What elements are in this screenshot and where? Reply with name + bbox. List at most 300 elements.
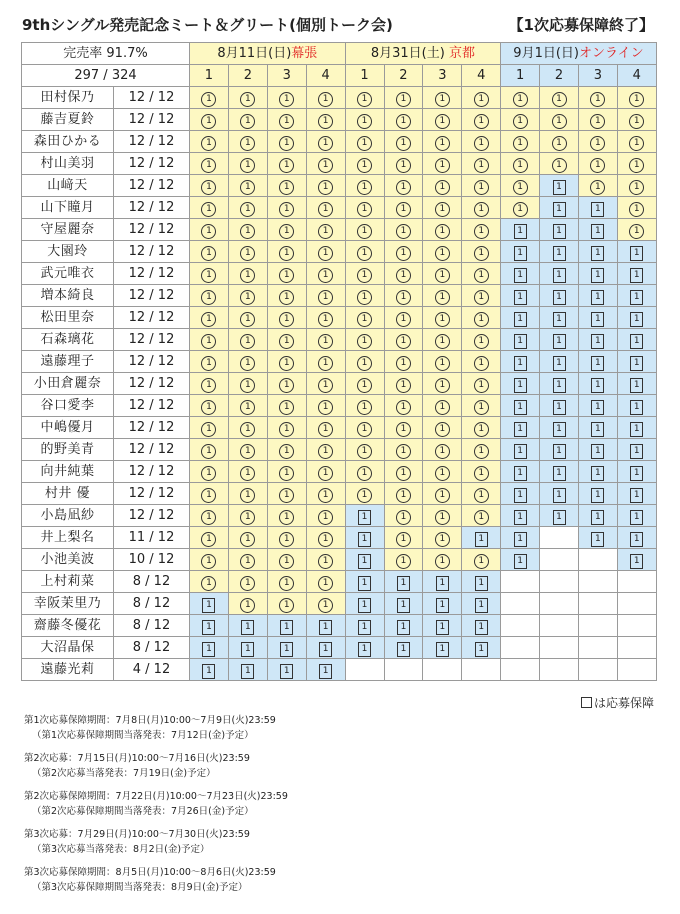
slot-cell <box>345 131 384 153</box>
note-block <box>24 713 288 743</box>
slot-cell <box>190 175 229 197</box>
slot-cell <box>267 659 306 681</box>
slot-cell <box>384 351 423 373</box>
circled-one-icon: 1 <box>318 598 333 613</box>
member-score: 12 / 12 <box>114 219 190 241</box>
slot-cell <box>617 175 656 197</box>
slot-cell <box>423 439 462 461</box>
boxed-one-icon: 1 <box>553 466 566 481</box>
circled-one-icon: 1 <box>474 312 489 327</box>
boxed-one-icon: 1 <box>475 620 488 635</box>
member-name: 遠藤理子 <box>22 351 114 373</box>
circled-one-icon: 1 <box>318 532 333 547</box>
slot-cell <box>501 593 540 615</box>
slot-cell <box>228 351 267 373</box>
slot-cell <box>540 219 579 241</box>
boxed-one-icon: 1 <box>514 488 527 503</box>
table-row <box>22 439 657 461</box>
slot-cell <box>190 637 229 659</box>
circled-one-icon: 1 <box>357 246 372 261</box>
slot-cell <box>384 527 423 549</box>
circled-one-icon: 1 <box>590 136 605 151</box>
slot-cell <box>228 87 267 109</box>
slot-cell <box>423 153 462 175</box>
slot-cell <box>384 593 423 615</box>
circled-one-icon: 1 <box>279 510 294 525</box>
slot-cell <box>501 549 540 571</box>
circled-one-icon: 1 <box>435 422 450 437</box>
circled-one-icon: 1 <box>357 356 372 371</box>
slot-cell <box>267 615 306 637</box>
slot-cell <box>267 109 306 131</box>
slot-cell <box>345 483 384 505</box>
slot-cell <box>190 307 229 329</box>
boxed-one-icon: 1 <box>553 510 566 525</box>
slot-cell <box>501 483 540 505</box>
slot-cell <box>384 395 423 417</box>
table-row <box>22 131 657 153</box>
table-row <box>22 527 657 549</box>
member-name: 幸阪茉里乃 <box>22 593 114 615</box>
member-score: 12 / 12 <box>114 351 190 373</box>
circled-one-icon: 1 <box>513 114 528 129</box>
slot-cell <box>540 373 579 395</box>
sold-total: 297 / 324 <box>22 65 190 87</box>
boxed-one-icon: 1 <box>591 202 604 217</box>
slot-cell <box>578 175 617 197</box>
slot-cell <box>462 351 501 373</box>
slot-cell <box>190 571 229 593</box>
note-period: 第3次応募保障期間：8月5日(月)10:00〜8月6日(火)23:59 <box>24 867 276 878</box>
slot-cell <box>267 439 306 461</box>
circled-one-icon: 1 <box>590 158 605 173</box>
boxed-one-icon: 1 <box>358 576 371 591</box>
note-period: 第1次応募保障期間：7月8日(月)10:00〜7月9日(火)23:59 <box>24 715 276 726</box>
member-name: 森田ひかる <box>22 131 114 153</box>
circled-one-icon: 1 <box>240 400 255 415</box>
member-name: 小田倉麗奈 <box>22 373 114 395</box>
circled-one-icon: 1 <box>435 224 450 239</box>
slot-cell <box>423 131 462 153</box>
note-block <box>24 865 288 895</box>
circled-one-icon: 1 <box>240 554 255 569</box>
boxed-one-icon: 1 <box>358 510 371 525</box>
circled-one-icon: 1 <box>240 422 255 437</box>
circled-one-icon: 1 <box>279 334 294 349</box>
circled-one-icon: 1 <box>435 136 450 151</box>
circled-one-icon: 1 <box>201 576 216 591</box>
slot-cell <box>306 417 345 439</box>
circled-one-icon: 1 <box>396 510 411 525</box>
slot-cell <box>384 197 423 219</box>
slot-cell <box>345 461 384 483</box>
circled-one-icon: 1 <box>552 114 567 129</box>
slot-cell <box>423 417 462 439</box>
slot-cell <box>345 417 384 439</box>
slot-cell <box>306 197 345 219</box>
member-score: 12 / 12 <box>114 483 190 505</box>
member-name: 藤吉夏鈴 <box>22 109 114 131</box>
slot-cell <box>617 505 656 527</box>
circled-one-icon: 1 <box>357 158 372 173</box>
boxed-one-icon: 1 <box>475 642 488 657</box>
circled-one-icon: 1 <box>201 378 216 393</box>
circled-one-icon: 1 <box>474 466 489 481</box>
slot-cell <box>462 549 501 571</box>
slot-cell <box>228 175 267 197</box>
circled-one-icon: 1 <box>396 488 411 503</box>
table-row <box>22 659 657 681</box>
note-announcement: （第3次応募当落発表：8月2日(金)予定） <box>32 844 210 855</box>
slot-cell <box>384 285 423 307</box>
slot-cell <box>228 263 267 285</box>
boxed-one-icon: 1 <box>280 642 293 657</box>
circled-one-icon: 1 <box>435 378 450 393</box>
slot-cell <box>423 219 462 241</box>
member-score: 12 / 12 <box>114 285 190 307</box>
circled-one-icon: 1 <box>318 312 333 327</box>
circled-one-icon: 1 <box>629 92 644 107</box>
slot-cell <box>190 219 229 241</box>
circled-one-icon: 1 <box>240 202 255 217</box>
slot-cell <box>462 483 501 505</box>
slot-cell <box>617 659 656 681</box>
circled-one-icon: 1 <box>279 422 294 437</box>
slot-cell <box>423 285 462 307</box>
boxed-one-icon: 1 <box>630 334 643 349</box>
slot-cell <box>578 549 617 571</box>
table-row <box>22 263 657 285</box>
slot-cell <box>501 263 540 285</box>
legend-text: は応募保障 <box>593 696 654 710</box>
slot-cell <box>578 373 617 395</box>
boxed-one-icon: 1 <box>591 400 604 415</box>
circled-one-icon: 1 <box>357 488 372 503</box>
circled-one-icon: 1 <box>201 312 216 327</box>
slot-cell <box>345 615 384 637</box>
circled-one-icon: 1 <box>201 532 216 547</box>
slot-cell <box>267 329 306 351</box>
circled-one-icon: 1 <box>357 290 372 305</box>
circled-one-icon: 1 <box>629 202 644 217</box>
slot-cell <box>578 461 617 483</box>
boxed-one-icon: 1 <box>630 378 643 393</box>
boxed-one-icon: 1 <box>630 312 643 327</box>
boxed-one-icon: 1 <box>514 554 527 569</box>
slot-cell <box>306 131 345 153</box>
circled-one-icon: 1 <box>279 488 294 503</box>
circled-one-icon: 1 <box>435 356 450 371</box>
slot-cell <box>501 153 540 175</box>
circled-one-icon: 1 <box>318 510 333 525</box>
circled-one-icon: 1 <box>240 532 255 547</box>
slot-cell <box>462 87 501 109</box>
slot-cell <box>501 219 540 241</box>
slot-cell <box>345 197 384 219</box>
member-score: 12 / 12 <box>114 109 190 131</box>
boxed-one-icon: 1 <box>553 400 566 415</box>
slot-cell <box>501 637 540 659</box>
slot-cell <box>190 549 229 571</box>
slot-cell <box>578 527 617 549</box>
slot-cell <box>501 373 540 395</box>
slot-cell <box>384 659 423 681</box>
member-score: 12 / 12 <box>114 307 190 329</box>
slot-cell <box>540 351 579 373</box>
boxed-one-icon: 1 <box>630 246 643 261</box>
circled-one-icon: 1 <box>396 92 411 107</box>
slot-cell <box>190 153 229 175</box>
slot-cell <box>345 87 384 109</box>
circled-one-icon: 1 <box>474 444 489 459</box>
slot-cell <box>462 439 501 461</box>
slot-cell <box>578 417 617 439</box>
slot-cell <box>306 351 345 373</box>
slot-cell <box>423 527 462 549</box>
boxed-one-icon: 1 <box>241 664 254 679</box>
circled-one-icon: 1 <box>240 466 255 481</box>
circled-one-icon: 1 <box>435 180 450 195</box>
circled-one-icon: 1 <box>396 422 411 437</box>
circled-one-icon: 1 <box>240 136 255 151</box>
table-row <box>22 461 657 483</box>
boxed-one-icon: 1 <box>591 422 604 437</box>
slot-cell <box>306 263 345 285</box>
boxed-one-icon: 1 <box>591 488 604 503</box>
circled-one-icon: 1 <box>357 92 372 107</box>
slot-cell <box>267 351 306 373</box>
boxed-one-icon: 1 <box>280 664 293 679</box>
boxed-one-icon: 1 <box>358 554 371 569</box>
boxed-one-icon: 1 <box>630 444 643 459</box>
slot-cell <box>384 461 423 483</box>
slot-cell <box>578 87 617 109</box>
circled-one-icon: 1 <box>435 400 450 415</box>
circled-one-icon: 1 <box>357 136 372 151</box>
boxed-one-icon: 1 <box>202 620 215 635</box>
slot-cell <box>228 241 267 263</box>
slot-cell <box>345 263 384 285</box>
circled-one-icon: 1 <box>435 554 450 569</box>
circled-one-icon: 1 <box>279 246 294 261</box>
slot-cell <box>423 351 462 373</box>
circled-one-icon: 1 <box>435 488 450 503</box>
circled-one-icon: 1 <box>629 114 644 129</box>
circled-one-icon: 1 <box>435 202 450 217</box>
slot-cell <box>345 439 384 461</box>
circled-one-icon: 1 <box>435 246 450 261</box>
member-score: 12 / 12 <box>114 241 190 263</box>
circled-one-icon: 1 <box>435 444 450 459</box>
note-block <box>24 789 288 819</box>
slot-cell <box>190 263 229 285</box>
slot-cell <box>190 197 229 219</box>
slot-cell <box>306 219 345 241</box>
boxed-one-icon: 1 <box>553 356 566 371</box>
event-date: 8月11日(日) <box>217 46 292 61</box>
slot-cell <box>267 527 306 549</box>
slot-cell <box>501 527 540 549</box>
slot-cell <box>462 615 501 637</box>
slot-cell <box>384 131 423 153</box>
member-name: 齋藤冬優花 <box>22 615 114 637</box>
slot-cell <box>423 395 462 417</box>
sales-table <box>21 42 657 681</box>
slot-cell <box>540 329 579 351</box>
slot-cell <box>228 373 267 395</box>
member-name: 増本綺良 <box>22 285 114 307</box>
member-name: 的野美青 <box>22 439 114 461</box>
slot-cell <box>501 395 540 417</box>
circled-one-icon: 1 <box>396 400 411 415</box>
member-score: 12 / 12 <box>114 439 190 461</box>
circled-one-icon: 1 <box>201 224 216 239</box>
table-row <box>22 593 657 615</box>
circled-one-icon: 1 <box>201 554 216 569</box>
slot-cell <box>190 659 229 681</box>
note-announcement: （第2次応募当落発表：7月19日(金)予定） <box>32 768 216 779</box>
slot-cell <box>578 659 617 681</box>
member-name: 遠藤光莉 <box>22 659 114 681</box>
note-period: 第2次応募保障期間：7月22日(月)10:00〜7月23日(火)23:59 <box>24 791 288 802</box>
circled-one-icon: 1 <box>318 246 333 261</box>
circled-one-icon: 1 <box>318 268 333 283</box>
table-row <box>22 571 657 593</box>
circled-one-icon: 1 <box>435 532 450 547</box>
circled-one-icon: 1 <box>279 92 294 107</box>
slot-header: 3 <box>267 65 306 87</box>
circled-one-icon: 1 <box>201 158 216 173</box>
slot-cell <box>617 395 656 417</box>
circled-one-icon: 1 <box>240 576 255 591</box>
circled-one-icon: 1 <box>201 488 216 503</box>
circled-one-icon: 1 <box>201 466 216 481</box>
boxed-one-icon: 1 <box>358 598 371 613</box>
slot-cell <box>306 307 345 329</box>
member-score: 12 / 12 <box>114 395 190 417</box>
slot-cell <box>306 571 345 593</box>
circled-one-icon: 1 <box>474 356 489 371</box>
slot-cell <box>540 395 579 417</box>
boxed-one-icon: 1 <box>319 620 332 635</box>
note-block <box>24 751 288 781</box>
circled-one-icon: 1 <box>629 180 644 195</box>
slot-cell <box>617 87 656 109</box>
boxed-one-icon: 1 <box>514 334 527 349</box>
slot-cell <box>190 461 229 483</box>
slot-cell <box>501 241 540 263</box>
slot-cell <box>345 153 384 175</box>
slot-cell <box>384 307 423 329</box>
circled-one-icon: 1 <box>279 466 294 481</box>
circled-one-icon: 1 <box>629 158 644 173</box>
slot-cell <box>617 571 656 593</box>
slot-cell <box>306 285 345 307</box>
slot-cell <box>345 329 384 351</box>
slot-cell <box>423 571 462 593</box>
slot-cell <box>617 307 656 329</box>
circled-one-icon: 1 <box>435 268 450 283</box>
slot-cell <box>578 307 617 329</box>
boxed-one-icon: 1 <box>319 664 332 679</box>
note-period: 第3次応募：7月29日(月)10:00〜7月30日(火)23:59 <box>24 829 250 840</box>
circled-one-icon: 1 <box>318 488 333 503</box>
slot-cell <box>462 461 501 483</box>
boxed-one-icon: 1 <box>202 598 215 613</box>
circled-one-icon: 1 <box>279 180 294 195</box>
slot-cell <box>228 637 267 659</box>
circled-one-icon: 1 <box>396 246 411 261</box>
slot-cell <box>617 197 656 219</box>
circled-one-icon: 1 <box>357 334 372 349</box>
slot-cell <box>423 549 462 571</box>
event-header <box>501 43 657 65</box>
circled-one-icon: 1 <box>474 180 489 195</box>
boxed-one-icon: 1 <box>591 268 604 283</box>
circled-one-icon: 1 <box>396 202 411 217</box>
boxed-one-icon: 1 <box>591 334 604 349</box>
circled-one-icon: 1 <box>513 202 528 217</box>
circled-one-icon: 1 <box>474 378 489 393</box>
slot-cell <box>617 285 656 307</box>
slot-cell <box>384 505 423 527</box>
slot-cell <box>617 329 656 351</box>
circled-one-icon: 1 <box>318 290 333 305</box>
slot-cell <box>306 637 345 659</box>
slot-cell <box>578 439 617 461</box>
slot-cell <box>501 109 540 131</box>
circled-one-icon: 1 <box>240 444 255 459</box>
slot-cell <box>501 659 540 681</box>
circled-one-icon: 1 <box>279 444 294 459</box>
boxed-one-icon: 1 <box>514 290 527 305</box>
slot-cell <box>190 439 229 461</box>
table-row <box>22 153 657 175</box>
slot-cell <box>190 87 229 109</box>
member-name: 中嶋優月 <box>22 417 114 439</box>
circled-one-icon: 1 <box>279 356 294 371</box>
slot-cell <box>423 373 462 395</box>
circled-one-icon: 1 <box>435 92 450 107</box>
slot-cell <box>345 109 384 131</box>
slot-cell <box>384 87 423 109</box>
circled-one-icon: 1 <box>435 290 450 305</box>
slot-cell <box>540 615 579 637</box>
boxed-one-icon: 1 <box>630 290 643 305</box>
slot-cell <box>384 417 423 439</box>
boxed-one-icon: 1 <box>358 620 371 635</box>
slot-header: 4 <box>462 65 501 87</box>
slot-cell <box>345 307 384 329</box>
event-place: 幕張 <box>291 46 318 61</box>
slot-cell <box>267 549 306 571</box>
circled-one-icon: 1 <box>201 202 216 217</box>
slot-cell <box>345 219 384 241</box>
member-name: 山下瞳月 <box>22 197 114 219</box>
slot-cell <box>267 175 306 197</box>
slot-cell <box>345 175 384 197</box>
slot-cell <box>540 109 579 131</box>
circled-one-icon: 1 <box>318 378 333 393</box>
slot-cell <box>462 197 501 219</box>
slot-header: 1 <box>345 65 384 87</box>
slot-cell <box>462 571 501 593</box>
slot-cell <box>306 593 345 615</box>
circled-one-icon: 1 <box>396 378 411 393</box>
table-row <box>22 329 657 351</box>
slot-cell <box>345 351 384 373</box>
slot-cell <box>267 87 306 109</box>
